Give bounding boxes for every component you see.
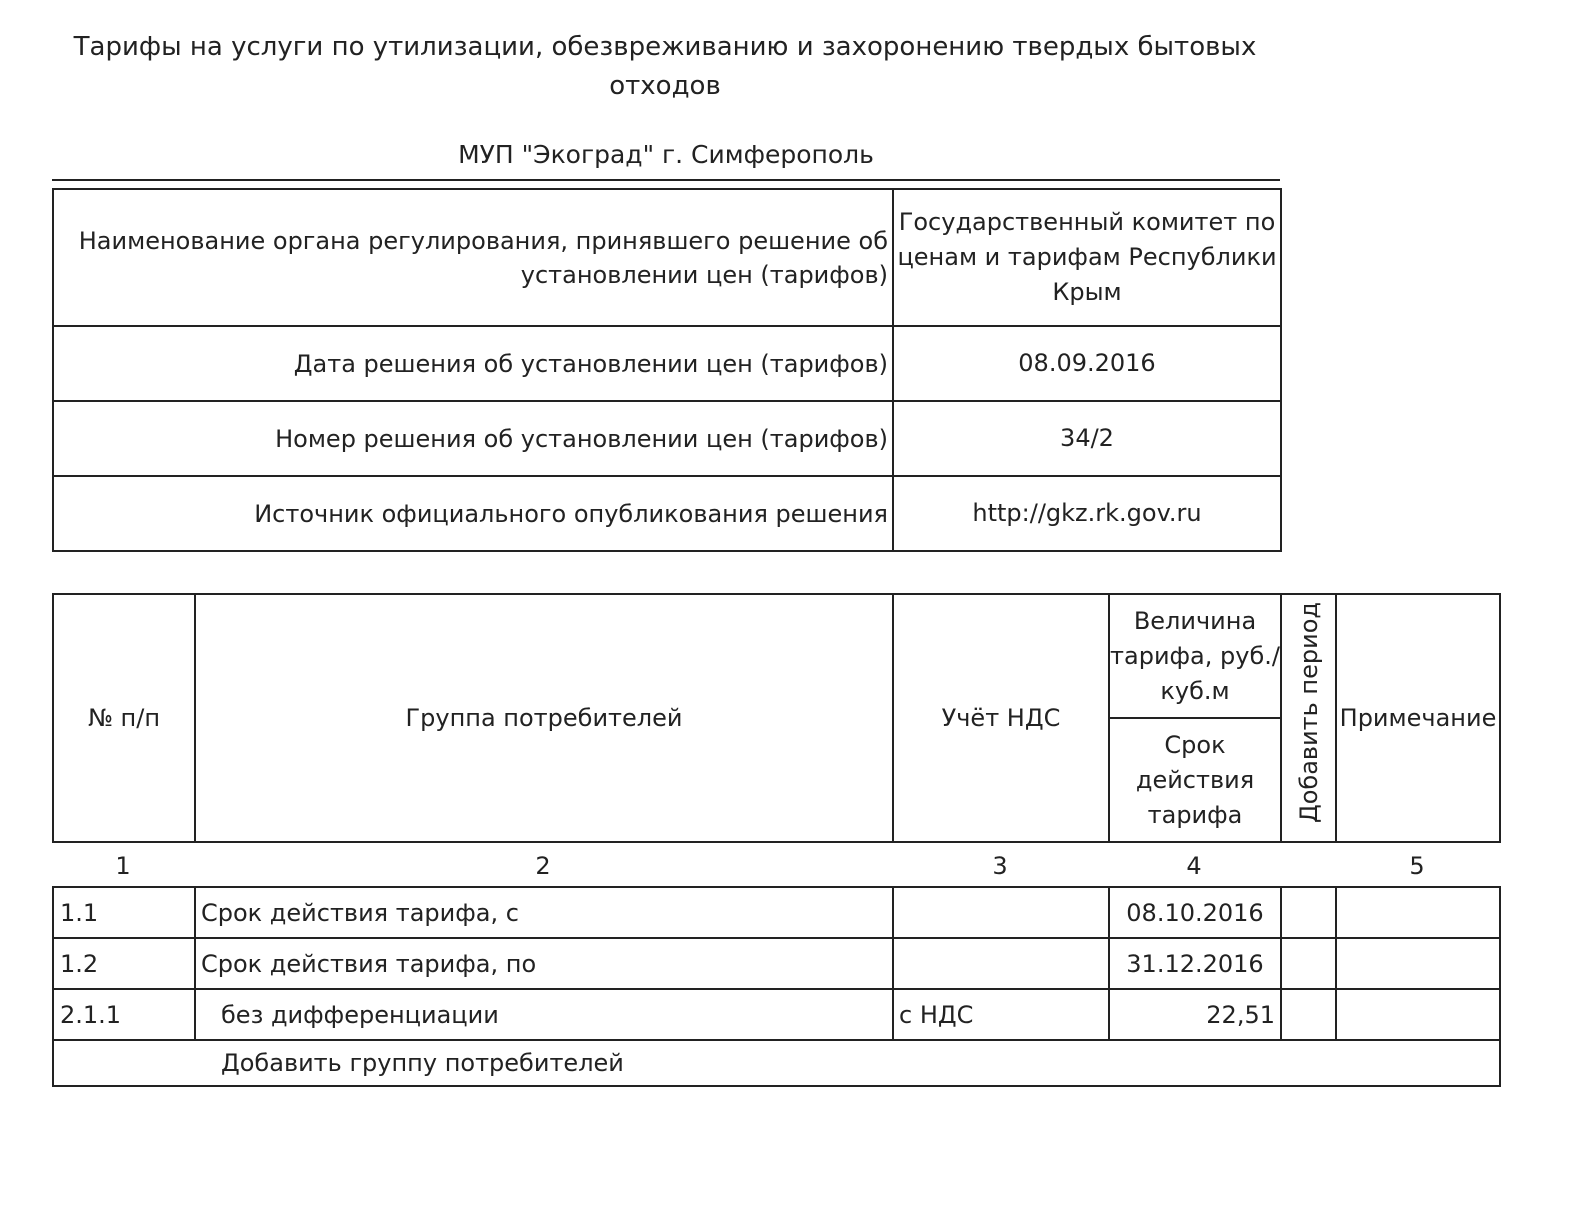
regulator-value: Государственный комитет по ценам и тарифам Республики Крым	[893, 189, 1281, 326]
column-number-4: 4	[1186, 852, 1202, 880]
column-numbers	[52, 848, 1499, 884]
tariff-header-table	[52, 593, 1501, 843]
table-row	[53, 989, 1500, 1040]
row-vat	[893, 887, 1109, 938]
row-consumer-group: Срок действия тарифа, с	[195, 887, 893, 938]
decision-date-label: Дата решения об установлении цен (тарифов)	[53, 326, 893, 401]
column-number-1: 1	[115, 852, 131, 880]
row-consumer-group: Срок действия тарифа, по	[195, 938, 893, 989]
header-vat: Учёт НДС	[893, 594, 1109, 842]
tariff-data-table	[52, 886, 1501, 1087]
decision-number-value: 34/2	[893, 401, 1281, 476]
row-number: 2.1.1	[53, 989, 195, 1040]
row-value[interactable]: 31.12.2016	[1109, 938, 1281, 989]
row-note[interactable]	[1336, 989, 1500, 1040]
info-row-source	[53, 476, 1281, 551]
row-add-period-cell	[1281, 938, 1336, 989]
publication-source-label: Источник официального опубликования решения	[53, 476, 893, 551]
add-period-label: Добавить период	[1294, 602, 1323, 824]
info-row-number	[53, 401, 1281, 476]
column-number-2: 2	[535, 852, 551, 880]
table-row	[53, 938, 1500, 989]
regulation-info-table	[52, 188, 1282, 552]
organization-name: МУП "Экоград" г. Симферополь	[458, 140, 874, 169]
add-consumer-group-button[interactable]: Добавить группу потребителей	[53, 1040, 1500, 1086]
row-value[interactable]: 22,51	[1109, 989, 1281, 1040]
info-row-date	[53, 326, 1281, 401]
row-number: 1.2	[53, 938, 195, 989]
row-add-period-cell	[1281, 989, 1336, 1040]
row-number: 1.1	[53, 887, 195, 938]
decision-date-value: 08.09.2016	[893, 326, 1281, 401]
row-vat	[893, 938, 1109, 989]
row-note[interactable]	[1336, 887, 1500, 938]
column-number-3: 3	[992, 852, 1008, 880]
info-row-regulator	[53, 189, 1281, 326]
document-title: Тарифы на услуги по утилизации, обезвреживанию и захоронению твердых бытовых отходов	[73, 32, 1257, 101]
add-group-row	[53, 1040, 1500, 1086]
header-tariff-value: Величина тарифа, руб./куб.м	[1109, 594, 1281, 718]
table-row	[53, 887, 1500, 938]
add-period-button[interactable]	[1281, 594, 1336, 842]
decision-number-label: Номер решения об установлении цен (тарифов)	[53, 401, 893, 476]
header-consumer-group: Группа потребителей	[195, 594, 893, 842]
organization-underline	[52, 179, 1280, 181]
regulator-label: Наименование органа регулирования, принявшего решение об установлении цен (тарифов)	[53, 189, 893, 326]
row-add-period-cell	[1281, 887, 1336, 938]
header-tariff-period: Срок действия тарифа	[1109, 718, 1281, 842]
row-consumer-group: без дифференциации	[195, 989, 893, 1040]
column-number-5: 5	[1409, 852, 1425, 880]
publication-source-value: http://gkz.rk.gov.ru	[893, 476, 1281, 551]
header-note: Примечание	[1336, 594, 1500, 842]
row-note[interactable]	[1336, 938, 1500, 989]
row-value[interactable]: 08.10.2016	[1109, 887, 1281, 938]
row-vat[interactable]: с НДС	[893, 989, 1109, 1040]
header-number: № п/п	[53, 594, 195, 842]
